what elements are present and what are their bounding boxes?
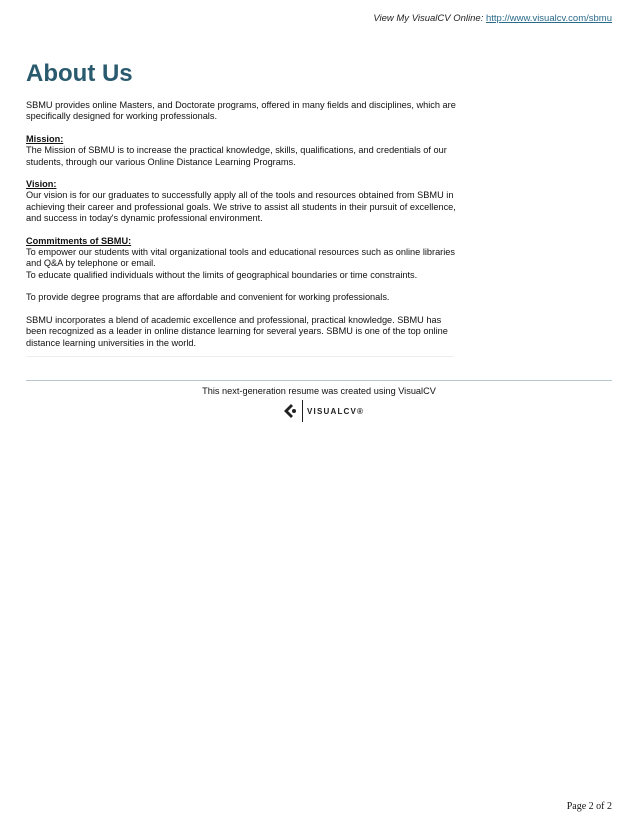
- header-label: View My VisualCV Online:: [373, 13, 484, 24]
- logo-separator: [302, 400, 303, 422]
- commitments-section: [26, 236, 456, 282]
- page-title: About Us: [26, 60, 133, 87]
- commitment-2: To educate qualified individuals without the limits of geographical boundaries or time constraints.: [26, 269, 418, 280]
- affordable-paragraph: To provide degree programs that are affordable and convenient for working professionals.: [26, 292, 390, 303]
- logo-text: VISUALCV®: [307, 406, 365, 416]
- visualcv-logo: [282, 400, 364, 422]
- mission-section: [26, 134, 456, 168]
- section-divider: [26, 356, 454, 357]
- footer-divider: [26, 380, 612, 381]
- vision-section: [26, 179, 456, 225]
- closing-paragraph: SBMU incorporates a blend of academic excellence and professional, practical knowledge. SBMU has been recognized as a leader in online distance learning for several years. SBMU is one of the top online distance learning universities in the world.: [26, 314, 448, 348]
- commitment-1: To empower our students with vital organizational tools and educational resources such as online libraries and Q&A by telephone or email.: [26, 247, 455, 269]
- online-link-header: [373, 13, 612, 24]
- mission-heading: Mission:: [26, 133, 64, 144]
- visualcv-chevron-icon: [282, 403, 298, 419]
- footer-text: This next-generation resume was created using VisualCV: [202, 386, 436, 396]
- about-content: [26, 100, 456, 360]
- vision-heading: Vision:: [26, 179, 57, 190]
- mission-text: The Mission of SBMU is to increase the practical knowledge, skills, qualifications, and credentials of our students, through our various Online Distance Learning Programs.: [26, 145, 447, 167]
- vision-text: Our vision is for our graduates to successfully apply all of the tools and resources obtained from SBMU in achieving their career and professional goals. We strive to assist all students in their pursuit of excellence, and success in today's dynamic professional environment.: [26, 190, 456, 224]
- intro-paragraph: SBMU provides online Masters, and Doctorate programs, offered in many fields and disciplines, which are specifically designed for working professionals.: [26, 100, 456, 122]
- visualcv-link[interactable]: http://www.visualcv.com/sbmu: [485, 13, 612, 24]
- commitments-heading: Commitments of SBMU:: [26, 235, 132, 246]
- page-number: Page 2 of 2: [566, 801, 612, 812]
